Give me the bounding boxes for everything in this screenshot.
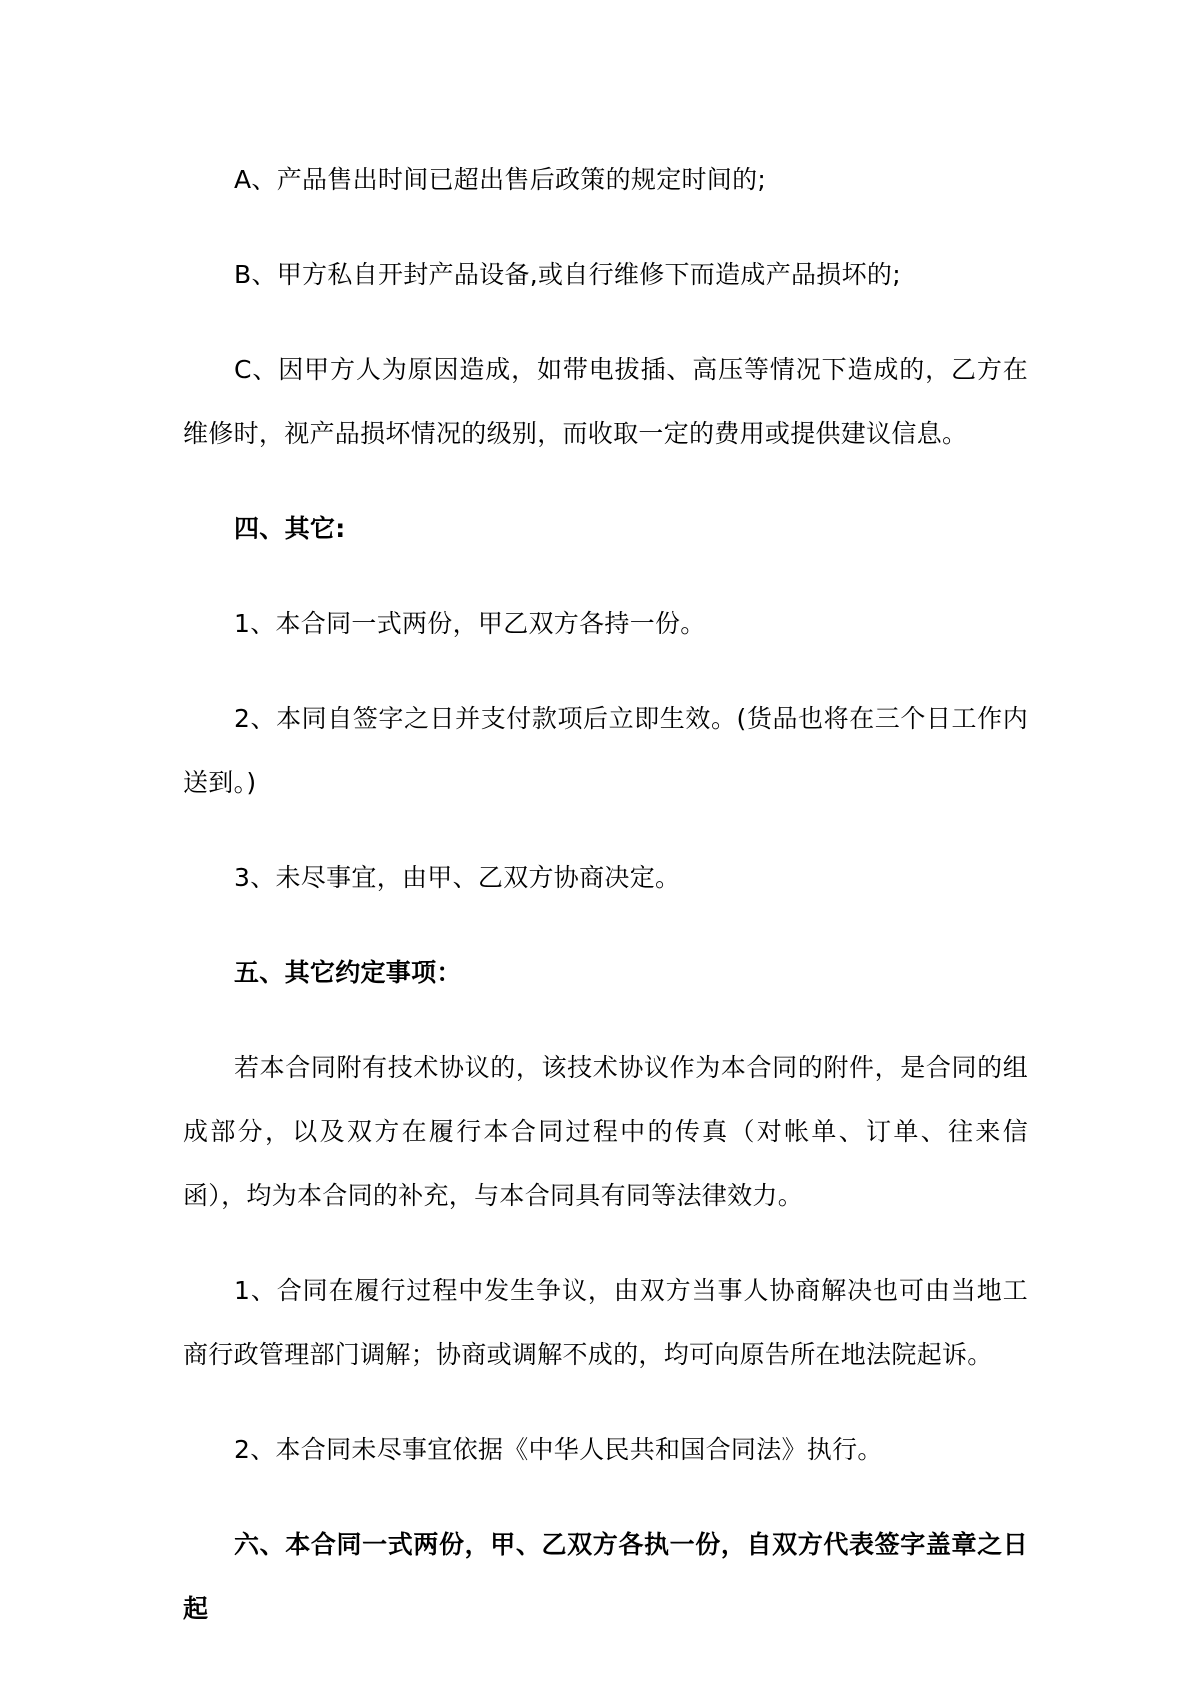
section-4-item-2: 2、本同自签字之日并支付款项后立即生效。(货品也将在三个日工作内送到。) bbox=[183, 704, 1028, 797]
section-4-item-1: 1、本合同一式两份，甲乙双方各持一份。 bbox=[234, 609, 706, 638]
section-4-heading: 四、其它: bbox=[234, 514, 346, 543]
clause-a-paragraph: A、产品售出时间已超出售后政策的规定时间的; bbox=[234, 165, 767, 194]
section-5-item-1: 1、合同在履行过程中发生争议，由双方当事人协商解决也可由当地工商行政管理部门调解；协商或调解不成的，均可向原告所在地法院起诉。 bbox=[183, 1276, 1028, 1369]
section-5-intro-paragraph: 若本合同附有技术协议的，该技术协议作为本合同的附件，是合同的组成部分，以及双方在履行本合同过程中的传真（对帐单、订单、往来信函），均为本合同的补充，与本合同具有同等法律效力。 bbox=[183, 1053, 1028, 1210]
clause-b-paragraph: B、甲方私自开封产品设备,或自行维修下而造成产品损坏的; bbox=[234, 260, 901, 289]
document-body bbox=[183, 148, 1028, 1672]
clause-c-paragraph: C、因甲方人为原因造成，如带电拔插、高压等情况下造成的，乙方在维修时，视产品损坏情况的级别，而收取一定的费用或提供建议信息。 bbox=[183, 355, 1028, 448]
section-5-item-2: 2、本合同未尽事宜依据《中华人民共和国合同法》执行。 bbox=[234, 1435, 883, 1464]
section-4-item-3: 3、未尽事宜，由甲、乙双方协商决定。 bbox=[234, 863, 681, 892]
section-6-heading: 六、本合同一式两份，甲、乙双方各执一份，自双方代表签字盖章之日起 bbox=[183, 1530, 1028, 1623]
section-5-heading: 五、其它约定事项： bbox=[234, 958, 462, 987]
